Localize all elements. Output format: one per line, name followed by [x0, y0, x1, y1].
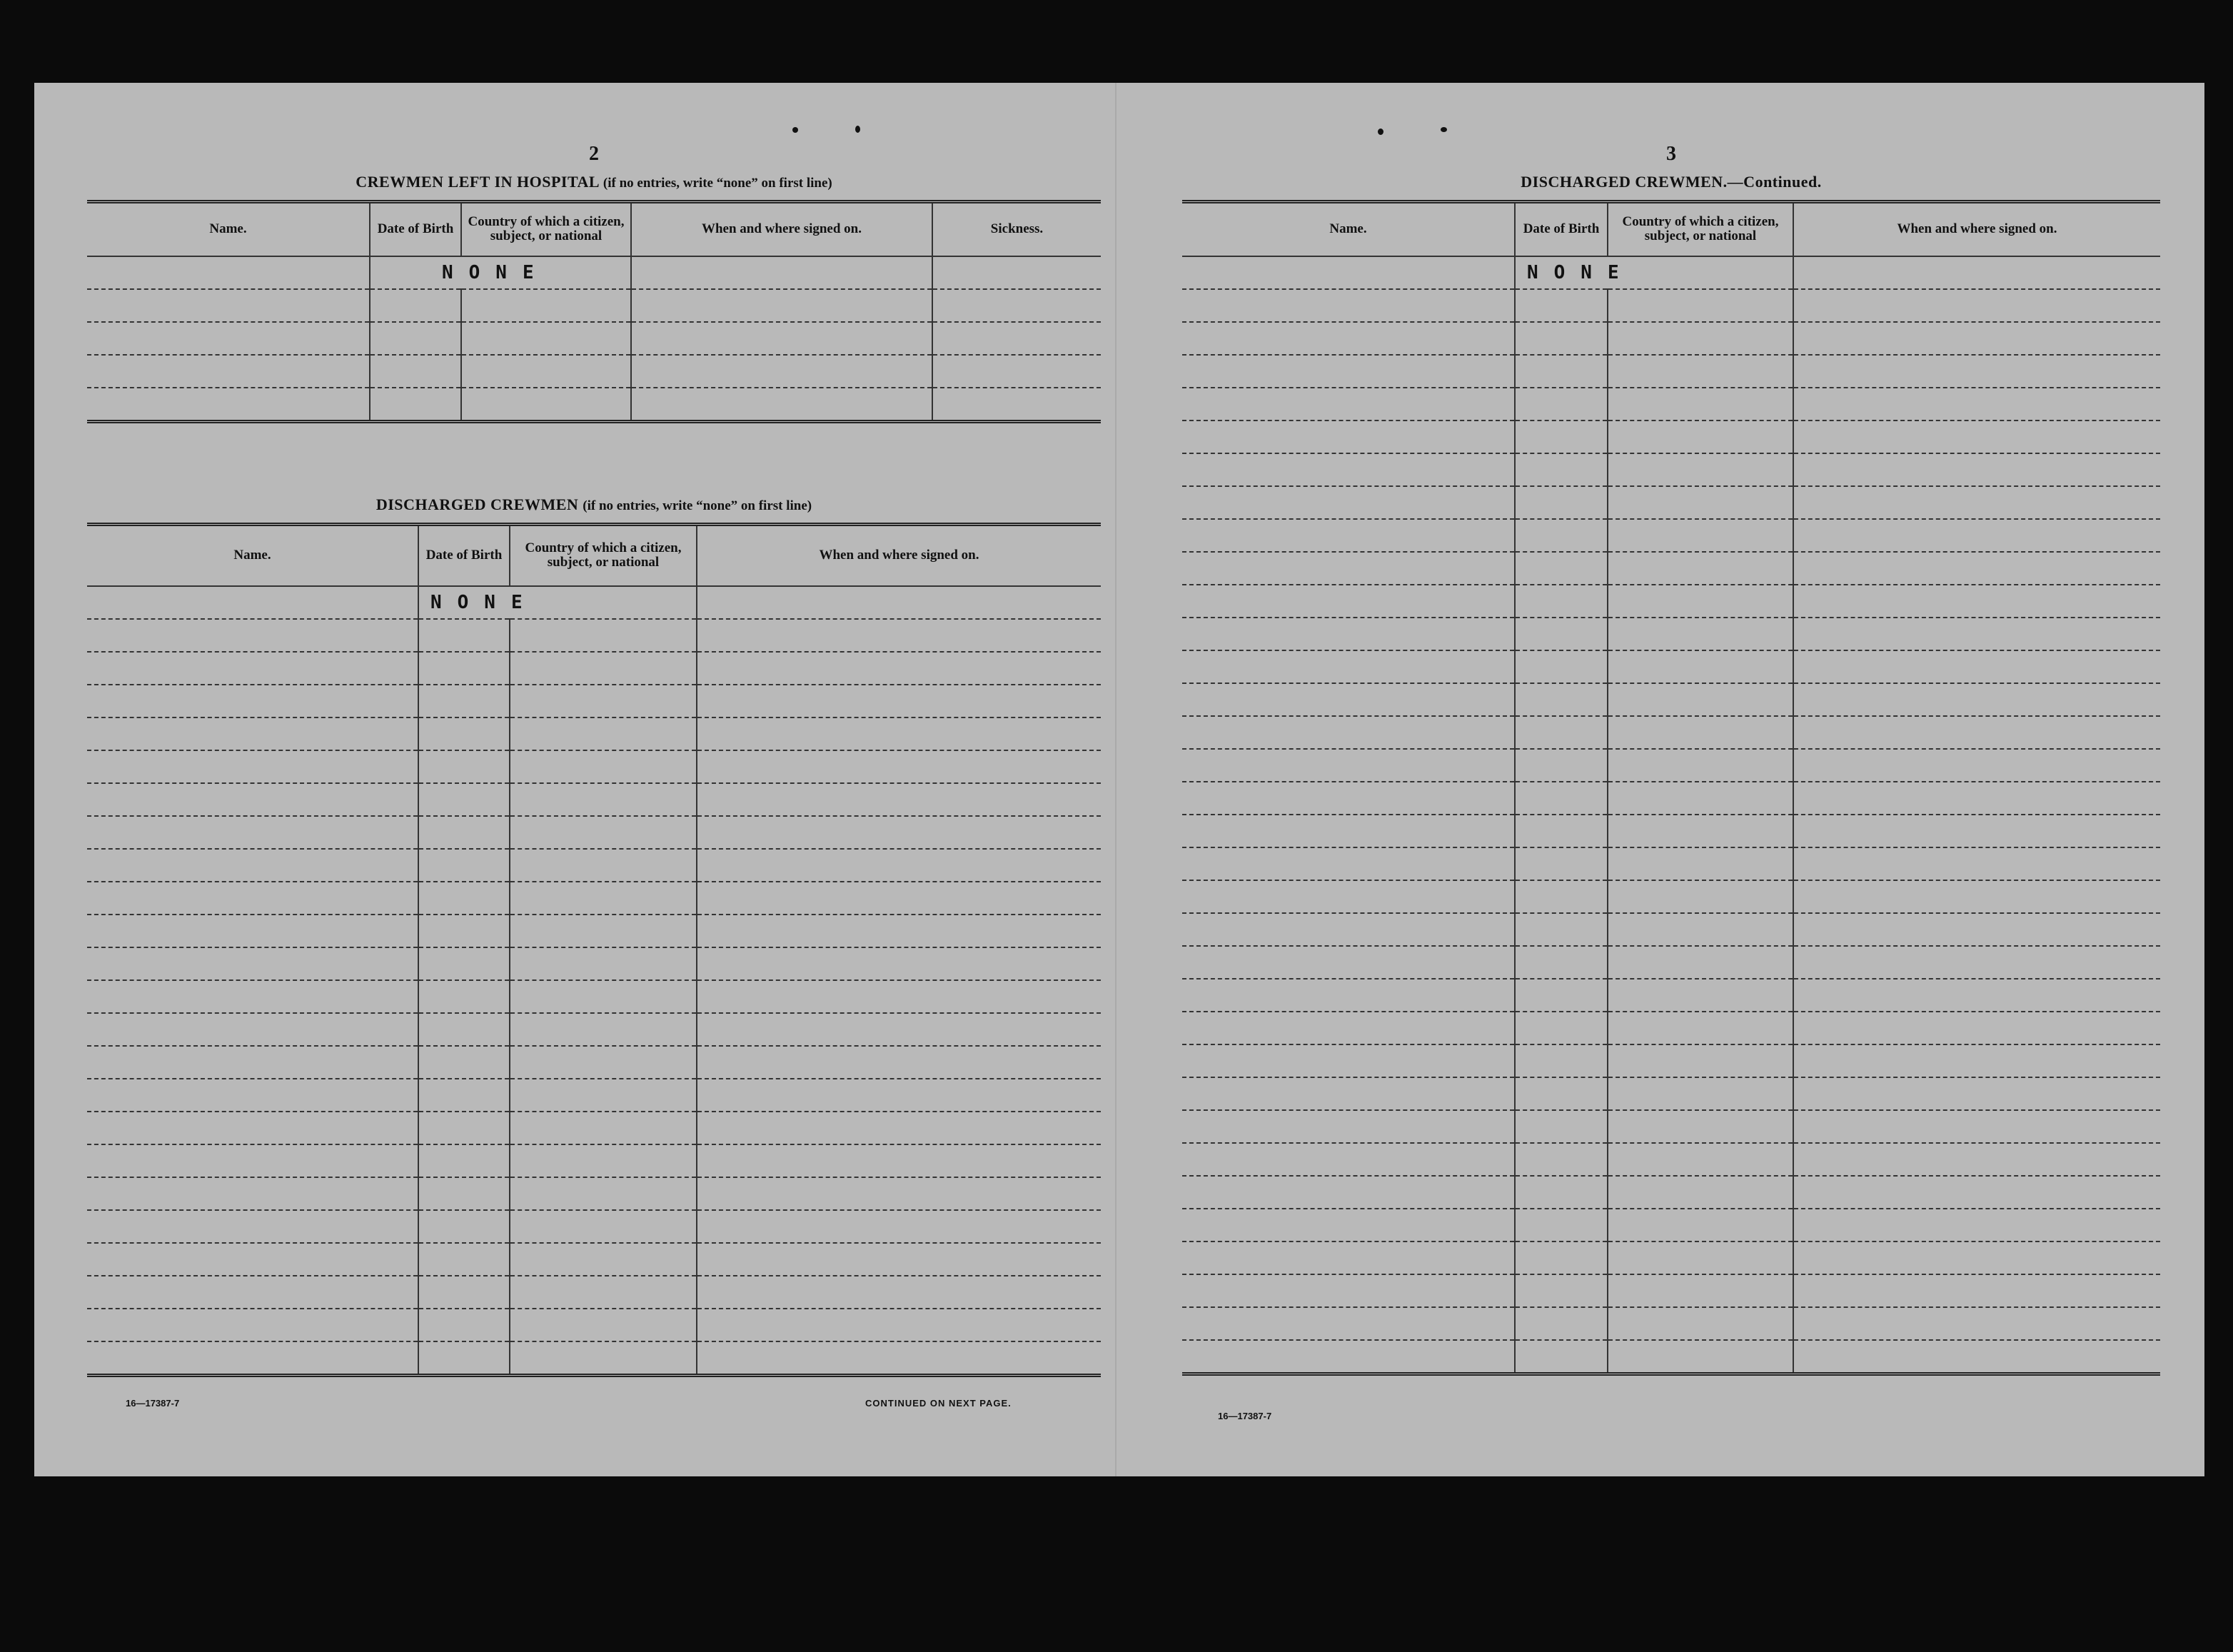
table-row	[87, 322, 1101, 355]
table-row	[87, 980, 1101, 1013]
table-row	[1182, 1274, 2160, 1307]
table-row	[87, 652, 1101, 685]
table-row	[1182, 289, 2160, 322]
table-row	[1182, 1143, 2160, 1176]
table-row	[87, 1177, 1101, 1210]
table-row	[1182, 519, 2160, 552]
table-row	[87, 1341, 1101, 1376]
table-row	[1182, 650, 2160, 683]
table-row	[1182, 880, 2160, 913]
table-row	[1182, 1044, 2160, 1077]
form-number: 16—17387-7	[126, 1398, 180, 1409]
column-header-country: Country of which a citizen, subject, or national	[1608, 202, 1793, 256]
none-entry: NONE	[1515, 256, 1793, 289]
page-number: 2	[589, 143, 599, 165]
table-row	[1182, 618, 2160, 650]
table-row	[1182, 749, 2160, 782]
column-header-date-of-birth: Date of Birth	[418, 525, 510, 586]
table-row	[1182, 815, 2160, 847]
table-row	[87, 586, 1101, 619]
table-row	[87, 685, 1101, 717]
column-header-name: Name.	[87, 202, 370, 256]
table-row	[1182, 552, 2160, 585]
hospital-table	[87, 200, 1101, 423]
table-row	[1182, 486, 2160, 519]
table-row	[87, 882, 1101, 915]
table-row	[1182, 355, 2160, 388]
table-row	[87, 1046, 1101, 1079]
table-row	[1182, 683, 2160, 716]
column-header-date-of-birth: Date of Birth	[1515, 202, 1608, 256]
table-row	[1182, 1307, 2160, 1340]
table-row	[1182, 585, 2160, 618]
discharged-table	[87, 523, 1101, 1377]
table-row	[87, 1079, 1101, 1112]
table-row	[87, 849, 1101, 882]
table-row	[1182, 913, 2160, 946]
table-row	[1182, 1241, 2160, 1274]
column-header-name: Name.	[87, 525, 418, 586]
column-header-date-of-birth: Date of Birth	[370, 202, 461, 256]
table-row	[87, 355, 1101, 388]
table-row	[1182, 716, 2160, 749]
ink-speck	[1441, 127, 1447, 132]
hospital-title: CREWMEN LEFT IN HOSPITAL	[356, 173, 599, 191]
table-row	[1182, 256, 2160, 289]
form-number: 16—17387-7	[1218, 1411, 1272, 1421]
column-header-sickness: Sickness.	[932, 202, 1101, 256]
table-row	[87, 750, 1101, 783]
hospital-note: (if no entries, write “none” on first line)	[603, 176, 832, 191]
document-sheet	[34, 83, 2204, 1476]
table-row	[1182, 1077, 2160, 1110]
column-header-country: Country of which a citizen, subject, or national	[461, 202, 631, 256]
table-row	[87, 619, 1101, 652]
table-row	[1182, 782, 2160, 815]
page-number: 3	[1666, 143, 1676, 165]
hospital-section-title	[87, 173, 1101, 191]
table-row	[87, 388, 1101, 422]
discharged-continued-table	[1182, 200, 2160, 1376]
table-row	[87, 1013, 1101, 1046]
table-row	[1182, 1176, 2160, 1209]
table-row	[87, 717, 1101, 750]
discharged-section-title	[87, 495, 1101, 514]
table-row	[87, 947, 1101, 980]
table-row	[1182, 420, 2160, 453]
table-row	[87, 1144, 1101, 1177]
ink-speck	[855, 126, 860, 133]
table-row	[87, 915, 1101, 947]
table-row	[87, 783, 1101, 816]
column-header-name: Name.	[1182, 202, 1515, 256]
column-header-country: Country of which a citizen, subject, or national	[510, 525, 697, 586]
table-row	[1182, 322, 2160, 355]
column-header-signed-on: When and where signed on.	[697, 525, 1101, 586]
ink-speck	[1378, 129, 1383, 135]
table-row	[1182, 388, 2160, 420]
column-header-signed-on: When and where signed on.	[1793, 202, 2160, 256]
discharged-title: DISCHARGED CREWMEN	[375, 495, 579, 513]
table-row	[87, 1243, 1101, 1276]
discharged-note: (if no entries, write “none” on first line)	[583, 498, 812, 513]
table-row	[1182, 946, 2160, 979]
ink-speck	[792, 127, 798, 133]
none-entry: NONE	[418, 586, 697, 619]
table-row	[1182, 1340, 2160, 1374]
continued-note: CONTINUED ON NEXT PAGE.	[865, 1398, 1012, 1409]
table-row	[87, 256, 1101, 289]
none-entry: NONE	[370, 256, 631, 289]
table-row	[1182, 847, 2160, 880]
table-row	[1182, 453, 2160, 486]
table-row	[87, 289, 1101, 322]
table-row	[87, 816, 1101, 849]
table-row	[87, 1210, 1101, 1243]
discharged-continued-title: DISCHARGED CREWMEN.—Continued.	[1521, 173, 1822, 191]
table-row	[1182, 979, 2160, 1012]
table-row	[1182, 1110, 2160, 1143]
table-row	[1182, 1012, 2160, 1044]
column-header-signed-on: When and where signed on.	[631, 202, 932, 256]
table-row	[1182, 1209, 2160, 1241]
table-row	[87, 1112, 1101, 1144]
table-row	[87, 1276, 1101, 1309]
table-row	[87, 1309, 1101, 1341]
